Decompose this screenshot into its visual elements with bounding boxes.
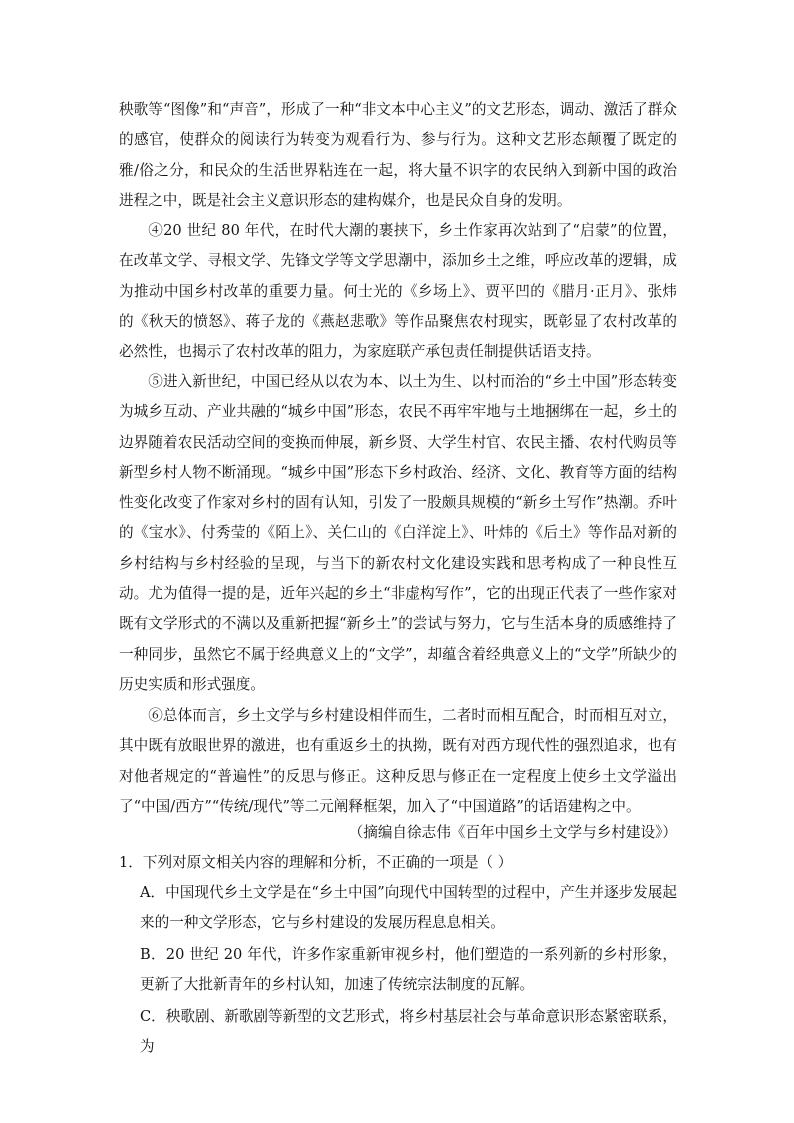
paragraph-6: ⑥总体而言，乡土文学与乡村建设相伴而生，二者时而相互配合，时而相互对立，其中既有放眼世界的激进，也有重返乡土的执拗，既有对西方现代性的强烈追求，也有对他者规定的“普遍性”的反思与修正。这种反思与修正在一定程度上使乡土文学溢出了“中国/西方”“传统/现代”等二元阐释框架，加入了“中国道路”的话语建构之中。 [119, 707, 677, 815]
source-citation: （摘编自徐志伟《百年中国乡土文学与乡村建设》） [348, 824, 677, 841]
paragraph-4: ④20 世纪 80 年代，在时代大潮的裹挟下，乡土作家再次站到了“启蒙”的位置，在改革文学、寻根文学、先锋文学等文学思潮中，添加乡土之维，呼应改革的逻辑，成为推动中国乡村改革的重要力量。何士光的《乡场上》、贾平凹的《腊月·正月》、张炜的《秋天的愤怒》、蒋子龙的《燕赵悲歌》等作品聚焦农村现实，既彰显了农村改革的必然性，也揭示了农村改革的阻力，为家庭联产承包责任制提供话语支持。 [119, 222, 677, 361]
option-a: A．中国现代乡土文学是在“乡土中国”向现代中国转型的过程中，产生并逐步发展起来的一种文学形态，它与乡村建设的发展历程息息相关。 [140, 884, 677, 932]
option-b: B．20 世纪 20 年代，许多作家重新审视乡村，他们塑造的一系列新的乡村形象，更新了大批新青年的乡村认知，加速了传统宗法制度的瓦解。 [140, 946, 677, 994]
paragraph-5: ⑤进入新世纪，中国已经从以农为本、以土为生、以村而治的“乡土中国”形态转变为城乡互动、产业共融的“城乡中国”形态，农民不再牢牢地与土地捆绑在一起，乡土的边界随着农民活动空间的变换而伸展，新乡贤、大学生村官、农民主播、农村代购员等新型乡村人物不断涌现。“城乡中国”形态下乡村政治、经济、文化、教育等方面的结构性变化改变了作家对乡村的固有认知，引发了一股颇具规模的“新乡土写作”热潮。乔叶的《宝水》、付秀莹的《陌上》、关仁山的《白洋淀上》、叶炜的《后土》等作品对新的乡村结构与乡村经验的呈现，与当下的新农村文化建设实践和思考构成了一种良性互动。尤为值得一提的是，近年兴起的乡土“非虚构写作”，它的出现正代表了一些作家对既有文学形式的不满以及重新把握“新乡土”的尝试与努力，它与生活本身的质感维持了一种同步，虽然它不属于经典意义上的“文学”，却蕴含着经典意义上的“文学”所缺少的历史实质和形式强度。 [119, 373, 677, 693]
question-stem: 1．下列对原文相关内容的理解和分析，不正确的一项是（ ） [119, 854, 513, 871]
option-c: C．秧歌剧、新歌剧等新型的文艺形式，将乡村基层社会与革命意识形态紧密联系，为 [140, 1008, 677, 1056]
paragraph-3-continued: 秧歌等“图像”和“声音”，形成了一种“非文本中心主义”的文艺形态，调动、激活了群众的感官，使群众的阅读行为转变为观看行为、参与行为。这种文艺形态颠覆了既定的雅/俗之分，和民众的生活世界粘连在一起，将大量不识字的农民纳入到新中国的政治进程之中，既是社会主义意识形态的建构媒介，也是民众自身的发明。 [119, 101, 677, 209]
